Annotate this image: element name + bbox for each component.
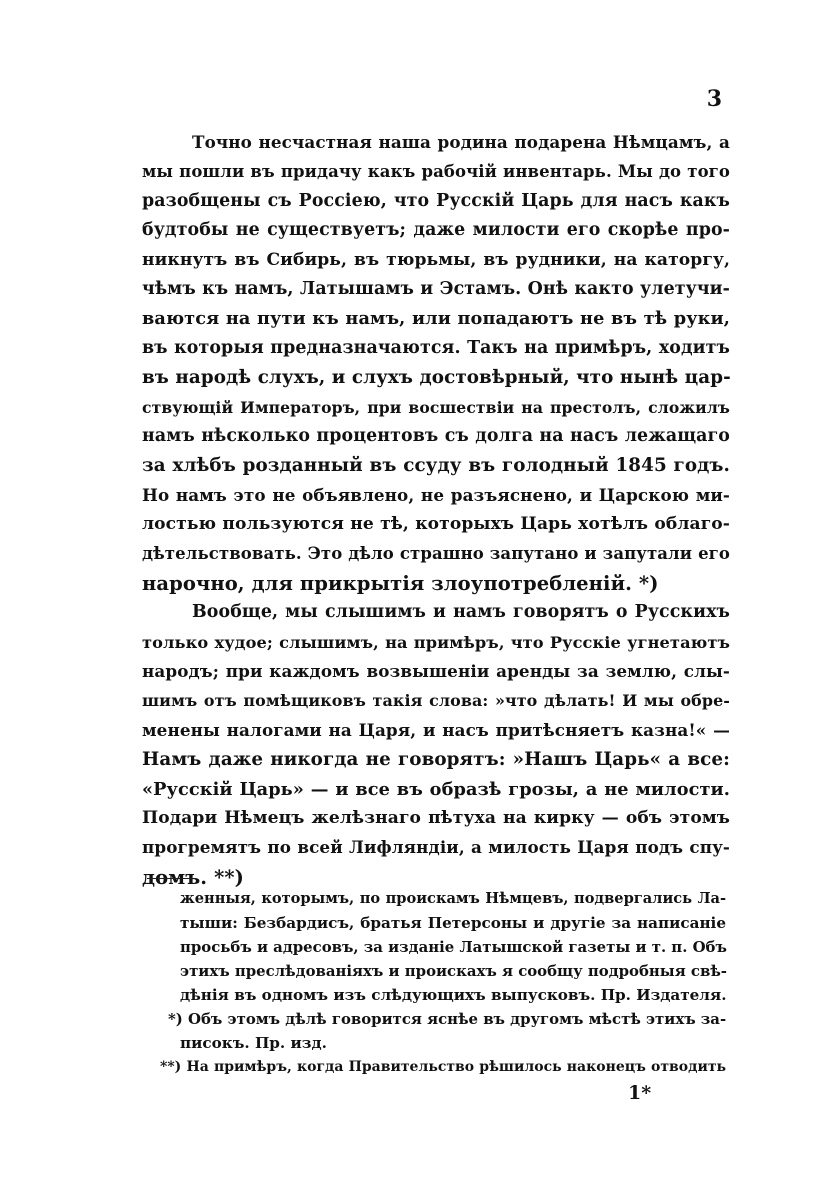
footnote-line: *) Объ этомъ дѣлѣ говорится яснѣе въ другомъ мѣстѣ этихъ за-	[168, 1010, 727, 1028]
footnote-separator	[147, 878, 193, 879]
text-line: ваются на пути къ намъ, или попадаютъ не въ тѣ руки,	[142, 308, 730, 330]
text-line: Точно несчастная наша родина подарена Нѣмцамъ, а	[192, 132, 730, 152]
text-line: ствующій Императоръ, при восшествіи на престолъ, сложилъ	[142, 397, 730, 417]
signature-mark: 1*	[628, 1082, 652, 1104]
footnote-line: писокъ. Пр. изд.	[180, 1034, 327, 1052]
text-line: шимъ отъ помѣщиковъ такія слова: »что дѣлать! И мы обре-	[142, 691, 730, 711]
text-line: за хлѣбъ розданный въ ссуду въ голодный 1845 годъ.	[142, 455, 730, 477]
footnote-line: этихъ преслѣдованіяхъ и проискахъ я сообщу подробныя свѣ-	[180, 962, 727, 980]
text-line: намъ нѣсколько процентовъ съ долга на насъ лежащаго	[142, 425, 730, 446]
footnote-line: женныя, которымъ, по проискамъ Нѣмцевъ, подвергались Ла-	[180, 890, 726, 907]
text-line: въ которыя предназначаются. Такъ на примѣръ, ходитъ	[142, 337, 730, 358]
text-line: дѣтельствовать. Это дѣло страшно запутано и запутали его	[142, 544, 730, 564]
text-line: Намъ даже никогда не говорятъ: »Нашъ Царь« а все:	[142, 749, 730, 771]
footnote-line: дѣнія въ одномъ изъ слѣдующихъ выпусковъ. Пр. Издателя.	[180, 986, 727, 1004]
text-line: чѣмъ къ намъ, Латышамъ и Эстамъ. Онѣ както улетучи-	[142, 278, 730, 299]
footnotes	[160, 887, 727, 1079]
text-line: въ народѣ слухъ, и слухъ достовѣрный, что нынѣ цар-	[142, 367, 731, 389]
text-line: домъ. **)	[142, 865, 244, 889]
text-line: мы пошли въ придачу какъ рабочій инвентарь. Мы до того	[142, 162, 730, 182]
text-line: Подари Нѣмецъ желѣзнаго пѣтуха на кирку — объ этомъ	[142, 807, 730, 828]
page-number: 3	[706, 86, 722, 112]
text-line: разобщены съ Россіею, что Русскій Царь для насъ какъ	[142, 190, 730, 211]
main-text	[142, 128, 730, 892]
footnote-line: просьбъ и адресовъ, за изданіе Латышской газеты и т. п. Объ	[180, 938, 727, 956]
text-line: «Русскій Царь» — и все въ образѣ грозы, а не милости.	[142, 778, 730, 800]
footnote-line: **) На примѣръ, когда Правительство рѣшилось наконецъ отводить	[160, 1059, 726, 1075]
text-line: народъ; при каждомъ возвышеніи аренды за землю, слы-	[142, 661, 730, 682]
text-line: лостью пользуются не тѣ, которыхъ Царь хотѣлъ облаго-	[142, 514, 730, 535]
text-line: менены налогами на Царя, и насъ притѣсняетъ казна!« —	[142, 719, 730, 740]
text-line: нарочно, для прикрытія злоупотребленій. *)	[142, 571, 659, 595]
text-line: никнутъ въ Сибирь, въ тюрьмы, въ рудники, на каторгу,	[142, 249, 730, 270]
text-line: Вообще, мы слышимъ и намъ говорятъ о Русскихъ	[192, 602, 730, 623]
footnote-line: тыши: Безбардисъ, братья Петерсоны и другіе за написаніе	[180, 914, 726, 932]
text-line: будтобы не существуетъ; даже милости его скорѣе про-	[142, 220, 730, 241]
text-line: Но намъ это не объявлено, не разъяснено, и Царскою ми-	[142, 484, 730, 505]
text-line: только худое; слышимъ, на примѣръ, что Русскіе угнетаютъ	[142, 632, 730, 652]
text-line: прогремятъ по всей Лифляндіи, а милость Царя подъ спу-	[142, 837, 730, 858]
